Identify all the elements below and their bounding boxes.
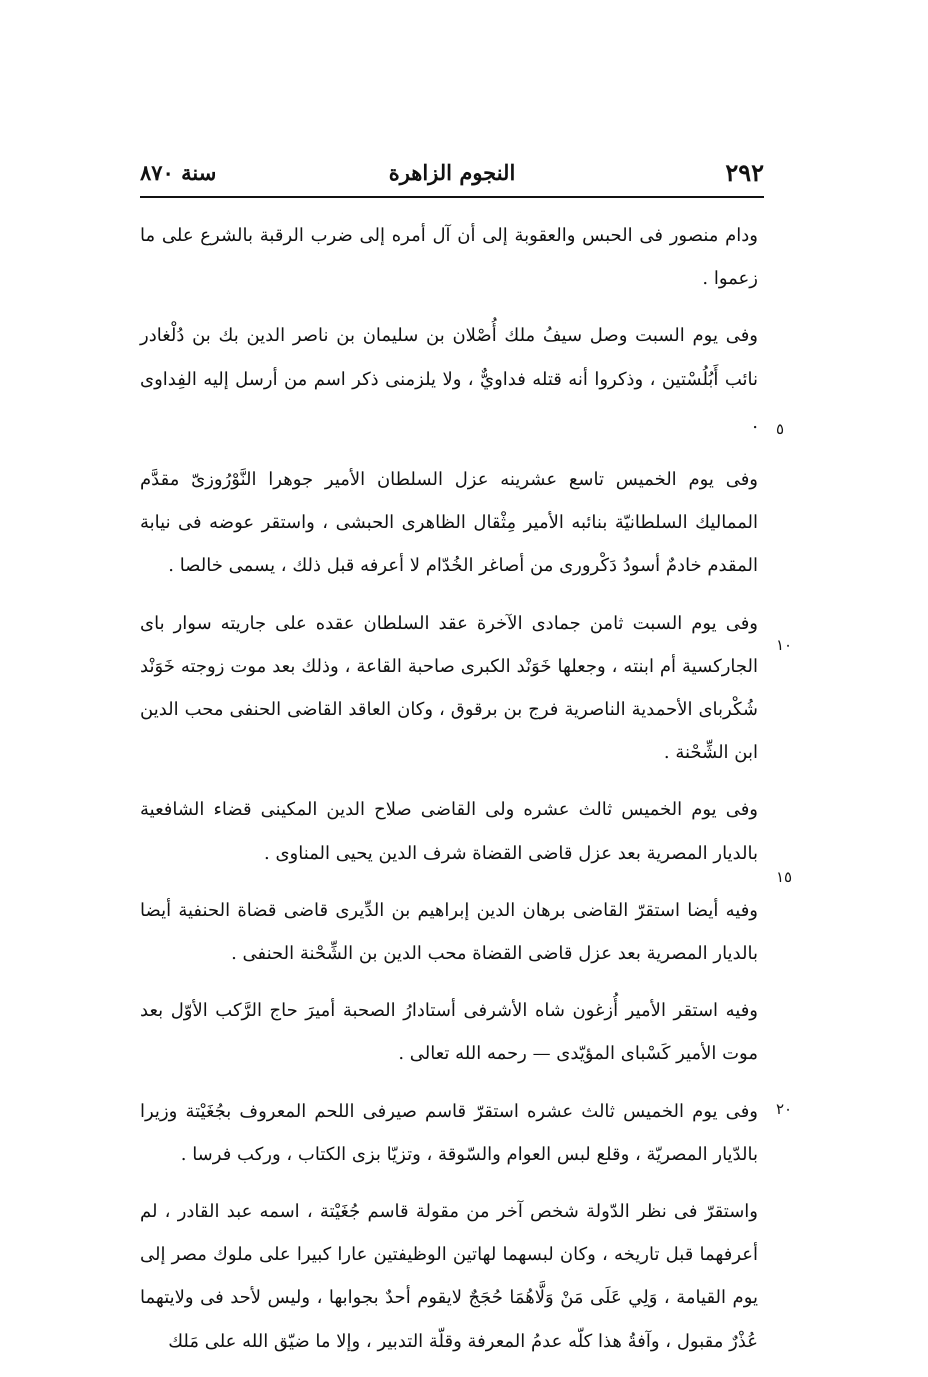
line-number-20: ٢٠ [776,1100,793,1118]
paragraph: وفى يوم الخميس ثالث عشره ولى القاضى صلاح الدين المكينى قضاء الشافعية بالديار المصرية بعد عزل قاضى القضاة شرف الدين يحيى المناوى . [140,799,758,864]
line-number-10: ١٠ [776,636,793,654]
paragraph: وفى يوم الخميس ثالث عشره استقرّ قاسم صيرفى اللحم المعروف بجُغَيْتة وزيرا بالدّيار المصريّة ، وقلع لبس العوام والسّوقة ، وتزيّا بزى الكتاب ، وركب فرسا . [140,1100,758,1165]
paragraph: واستقرّ فى نظر الدّولة شخص آخر من مقولة قاسم جُغَيْتة ، اسمه عبد القادر ، لم أعرفهما قبل تاريخه ، وكان لبسهما لهاتين الوظيفتين عارا كبيرا على ملوك مصر إلى يوم القيامة ، وَلِي عَلَى مَنْ وَلَّاهُمَا حُجَجٌ لايقوم أحدٌ بجوابها ، وليس لأحد فى ولايتهما عُذْرٌ مقبول ، وآفةُ هذا كلّه عدمُ المعرفة وقلّة التدبير ، وإلا ما ضيّق الله على مَلك [140,1201,758,1352]
paragraph: وفى يوم الخميس تاسع عشرينه عزل السلطان الأمير جوهرا النَّوْرُوزىّ مقدَّم المماليك السلطانيّة بنائبه الأمير مِثْقال الظاهرى الحبشى ، واستقر عوضه فى نيابة المقدم خادمٌ أسودُ دَكْرورى من أصاغر الخُدّام لا أعرفه قبل ذلك ، يسمى خالصا . [140,469,758,577]
paragraph: وفيه استقر الأمير أُزغون شاه الأشرفى أستادارُ الصحبة أميرَ حاج الرَّكب الأوّل بعد موت الأمير كَسْباى المؤيّدى — رحمه الله تعالى . [140,1000,758,1065]
main-text [140,214,758,1377]
paragraph: وفيه أيضا استقرّ القاضى برهان الدين إبراهيم بن الدِّيرى قاضى قضاة الحنفية أيضا بالديار المصرية بعد عزل قاضى القضاة محب الدين بن الشِّحْنة الحنفى . [140,899,758,965]
paragraph: وفى يوم السبت ثامن جمادى الآخرة عقد السلطان عقده على جاريته سوار باى الجاركسية أم ابنته ، وجعلها خَوَنْد الكبرى صاحبة القاعة ، وذلك بعد موت زوجته خَوَنْد شُكْرباى الأحمدية الناصرية فرج بن برقوق ، وكان العاقد القاضى الحنفى محب الدين ابن الشِّحْنة . [140,612,758,764]
header-rule [140,196,764,198]
header-year: سنة ٨٧٠ [140,160,217,185]
paragraph: ودام منصور فى الحبس والعقوبة إلى أن آل أمره إلى ضرب الرقبة بالشرع على ما زعموا . [140,225,758,290]
page-number: ٢٩٢ [725,158,764,187]
paragraph: وفى يوم السبت وصل سيفُ ملك أُصْلان بن سليمان بن ناصر الدين بك بن دُلْغادر نائب أَبُلُسْتين ، وذكروا أنه قتله فداويٌّ ، ولا يلزمنى ذكر اسم من أرسل إليه الفِداوى . [140,325,758,433]
line-number-15: ١٥ [776,868,793,886]
line-number-5: ٥ [776,420,785,438]
running-header [140,156,764,190]
book-title: النجوم الزاهرة [388,160,516,185]
